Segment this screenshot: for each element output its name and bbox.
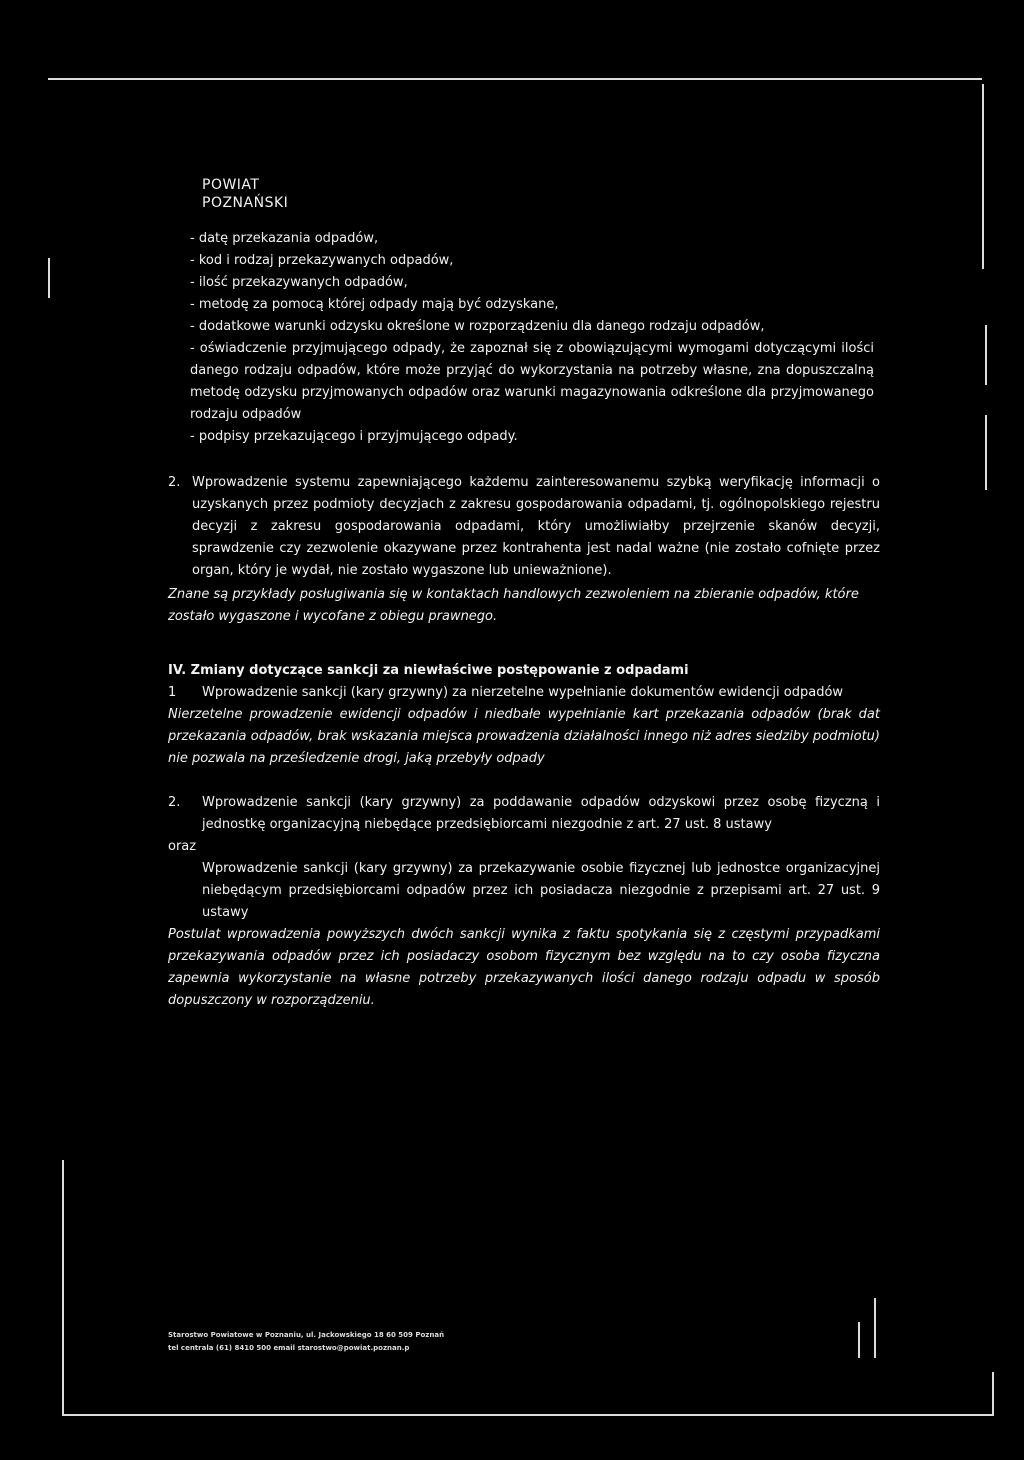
section-iv-item-2-text-b: Wprowadzenie sankcji (kary grzywny) za przekazywanie osobie fizycznej lub jednostce organizacyjnej niebędącym przedsiębiorcami odpadów przez ich posiadacza niezgodnie z przepisami art. 27 ust. 9 ustawy [202,861,880,920]
top-right-border-line [982,84,984,269]
point-2-italic-note: Znane są przykłady posługiwania się w kontaktach handlowych zezwoleniem na zbieranie odpadów, które zostało wygaszone i wycofane z obiegu prawnego. [168,587,859,624]
point-2-text: Wprowadzenie systemu zapewniającego każdemu zainteresowanemu szybką weryfikację informacji o uzyskanych przez podmioty decyzjach z zakresu gospodarowania odpadami, tj. ogólnopolskiego rejestru decyzji z zakresu gospodarowania odpadami, który umożliwiałby przejrzenie skanów decyzji, sprawdzenie czy zezwolenie okazywane przez kontrahenta jest nadal ważne (nie zostało cofnięte przez organ, który je wydał, nie zostało wygaszone lub unieważnione). [192,475,880,578]
right-border-mark [985,325,987,385]
list-item: - datę przekazania odpadów, [190,231,379,246]
left-border-mark [48,258,50,298]
section-iv-item-2-italic: Postulat wprowadzenia powyższych dwóch sankcji wynika z faktu spotykania się z częstymi przypadkami przekazywania odpadów przez ich posiadaczy osobom fizycznym bez względu na to czy osoba fizyczna zapewnia wykorzystanie na własne potrzeby przekazywanych ilości danego rodzaju odpadu w sposób dopuszczony w rozporządzeniu. [168,927,880,1008]
section-iv-item-2-oraz: oraz [168,839,197,854]
point-2-paragraph [168,472,880,582]
left-border-lower [62,1160,64,1410]
right-border-mark-2 [985,415,987,490]
list-item: - kod i rodzaj przekazywanych odpadów, [190,253,454,268]
section-iv-item-1 [168,682,880,704]
list-item: - metodę za pomocą której odpady mają być odzyskane, [190,297,559,312]
document-header [202,176,288,212]
list-item: - oświadczenie przyjmującego odpady, że zapoznał się z obowiązującymi wymogami dotyczącymi ilości danego rodzaju odpadów, które może przyjąć do wykorzystania na potrzeby własne, zna dopuszczalną metodę odzysku przyjmowanych odpadów oraz warunki magazynowania odkreślone dla przyjmowanego rodzaju odpadów [190,341,874,422]
section-iv [168,660,880,1012]
point-2-section [168,472,880,628]
footer-divider-1 [858,1322,860,1358]
list-item: - podpisy przekazującego i przyjmującego odpady. [190,429,518,444]
section-iv-item-2 [168,792,880,836]
section-iv-heading: IV. Zmiany dotyczące sankcji za niewłaściwe postępowanie z odpadami [168,663,689,678]
list-item: - dodatkowe warunki odzysku określone w rozporządzeniu dla danego rodzaju odpadów, [190,319,765,334]
section-iv-item-1-italic: Nierzetelne prowadzenie ewidencji odpadów i niedbałe wypełnianie kart przekazania odpadów (brak dat przekazania odpadów, brak wskazania miejsca prowadzenia działalności innego niż adres siedziby podmiotu) nie pozwala na prześledzenie drogi, jaką przebyły odpady [168,707,880,766]
section-iv-item-1-text: Wprowadzenie sankcji (kary grzywny) za nierzetelne wypełnianie dokumentów ewidencji odpadów [202,685,844,700]
page-footer [168,1329,444,1355]
footer-address: Starostwo Powiatowe w Poznaniu, ul. Jackowskiego 18 60 509 Poznań [168,1331,445,1339]
required-fields-list [190,228,874,448]
bottom-right-border-line [992,1372,994,1416]
section-iv-item-2-text-a: Wprowadzenie sankcji (kary grzywny) za poddawanie odpadów odzyskowi przez osobę fizyczną i jednostkę organizacyjną niebędące przedsiębiorcami niezgodnie z art. 27 ust. 8 ustawy [202,795,880,832]
point-2-number: 2. [168,475,181,490]
section-iv-item-1-number: 1 [168,685,177,700]
header-line-1: POWIAT [202,177,260,193]
header-line-2: POZNAŃSKI [202,195,289,211]
bottom-border-line [62,1414,994,1416]
footer-divider-2 [874,1298,876,1358]
list-item: - ilość przekazywanych odpadów, [190,275,408,290]
top-border-line [48,78,982,80]
section-iv-item-2-number: 2. [168,795,181,810]
footer-contact: tel centrala (61) 8410 500 email starostwo@powiat.poznan.p [168,1344,410,1352]
